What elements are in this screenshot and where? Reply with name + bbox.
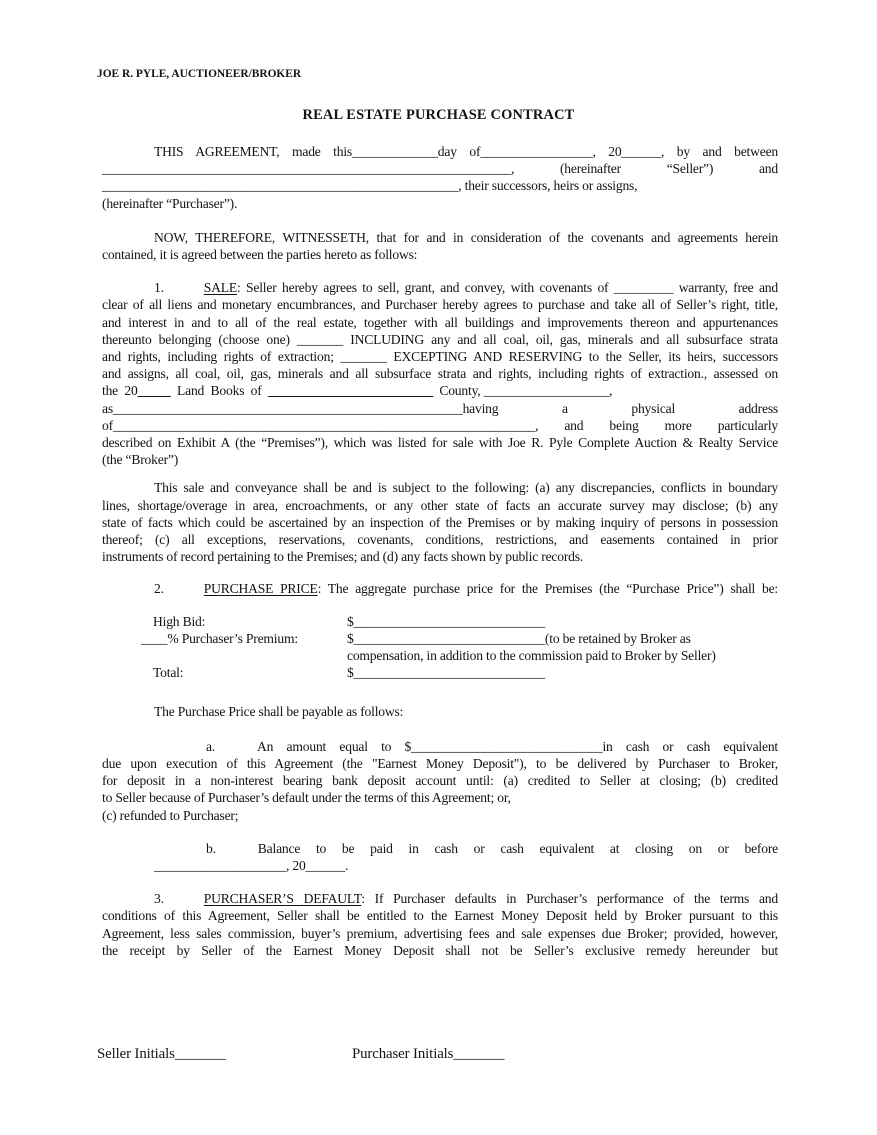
text-run: This sale and conveyance shall be and is subject to the following: (a) any discrepancies, conflicts in boundary	[154, 480, 778, 496]
text-run: THIS AGREEMENT, made this	[154, 144, 353, 159]
text-run: $	[347, 665, 354, 681]
price-row-label	[141, 664, 347, 681]
tab-spacer	[102, 291, 154, 292]
price-row-label	[141, 613, 347, 630]
text-line	[102, 942, 778, 959]
text-line	[102, 365, 778, 382]
text-run: lines, shortage/overage in area, encroachments, or any other state of facts an accurate survey may disclose; (b) any	[102, 497, 778, 513]
text-line	[102, 434, 778, 451]
seller-initials-label: Seller Initials	[97, 1046, 175, 1062]
text-run: the receipt by Seller of the Earnest Money Deposit shall not be Seller’s exclusive remedy hereunder but	[102, 942, 778, 958]
text-line	[102, 314, 778, 331]
section-heading-text: SALE	[203, 280, 237, 296]
text-run: , 20	[592, 144, 622, 159]
blank-field: _____	[137, 383, 171, 399]
text-run: $	[347, 630, 354, 646]
text-run: : Seller hereby agrees to sell, grant, and convey, with covenants of	[236, 280, 614, 296]
text-run: , (hereinafter “Seller”) and	[511, 161, 778, 177]
section-2-purchase-price-heading	[102, 580, 778, 597]
blank-field: _______	[296, 331, 344, 347]
price-row-value	[347, 664, 778, 681]
section-a-earnest-money-deposit	[102, 738, 778, 824]
text-line	[102, 580, 778, 597]
section-heading-text: PURCHASE PRICE	[203, 581, 318, 597]
price-label-text: % Purchaser’s Premium:	[167, 630, 298, 646]
price-label-text: Total:	[153, 665, 184, 681]
blank-field: ____	[141, 630, 168, 646]
text-run: having a physical address	[462, 400, 778, 416]
text-line	[347, 613, 778, 630]
text-line	[102, 382, 778, 399]
text-line	[102, 703, 778, 720]
section-3-purchasers-default	[102, 890, 778, 959]
blank-field: _____________________________	[411, 738, 603, 754]
price-row-value	[347, 613, 778, 630]
text-line	[102, 348, 778, 365]
price-row	[141, 664, 778, 681]
price-row	[141, 613, 778, 630]
text-line	[102, 279, 778, 296]
text-line	[102, 400, 778, 417]
text-run: in cash or cash equivalent	[602, 738, 778, 754]
text-line	[102, 772, 778, 789]
blank-field: ____________________	[154, 857, 286, 873]
text-line	[347, 630, 778, 647]
price-label-text: High Bid:	[153, 613, 206, 629]
text-line	[102, 890, 778, 907]
text-line	[102, 738, 778, 755]
footer-purchaser-initials	[352, 1046, 504, 1063]
text-run: (the “Broker”)	[102, 452, 179, 468]
text-line	[102, 857, 778, 874]
blank-field: _____________________________	[353, 613, 545, 629]
blank-field: _________	[613, 280, 674, 296]
blank-field: ______	[305, 857, 346, 873]
text-run: (c) refunded to Purchaser;	[102, 807, 239, 823]
text-run: due upon execution of this Agreement (the "Earnest Money Deposit"), to be delivered by Purchaser to Broker,	[102, 755, 778, 771]
text-run: Agreement, less sales commission, buyer’s premium, advertising fees and sale expenses due Broker; provided, however,	[102, 925, 778, 941]
text-run: contained, it is agreed between the parties hereto as follows:	[102, 247, 418, 263]
text-line	[102, 177, 778, 194]
blank-field: _______	[174, 1046, 226, 1062]
text-run: NOW, THEREFORE, WITNESSETH, that for and in consideration of the covenants and agreements herein	[154, 229, 778, 245]
tab-spacer	[102, 852, 206, 853]
blank-field: _____________	[352, 144, 438, 159]
purchase-price-table	[141, 613, 778, 682]
tab-spacer	[102, 715, 154, 716]
text-run: and rights, including rights of extraction;	[102, 349, 341, 365]
blank-field: _________________	[480, 144, 593, 159]
text-run: (hereinafter “Purchaser”).	[102, 195, 238, 211]
text-run: Balance to be paid in cash or cash equivalent at closing on or before	[257, 840, 778, 856]
text-line	[102, 755, 778, 772]
text-run: of	[102, 417, 113, 433]
blank-field: ___________________	[483, 383, 610, 399]
text-line	[102, 531, 778, 548]
text-run: the 20	[102, 383, 138, 399]
broker-letterhead: JOE R. PYLE, AUCTIONEER/BROKER	[97, 68, 302, 80]
tab-spacer	[215, 750, 257, 751]
tab-spacer	[164, 291, 204, 292]
text-line	[102, 925, 778, 942]
paragraph-witnesseth	[102, 229, 778, 263]
price-row-value	[347, 630, 778, 664]
purchaser-initials-label: Purchaser Initials	[352, 1046, 454, 1062]
text-line	[102, 417, 778, 434]
text-line	[102, 807, 778, 824]
text-line	[102, 497, 778, 514]
text-run: b.	[206, 840, 216, 856]
text-run: : If Purchaser defaults in Purchaser’s performance of the terms and	[361, 891, 778, 907]
text-run: , 20	[285, 857, 306, 873]
text-run: An amount equal to $	[257, 738, 412, 754]
text-run: described on Exhibit A (the “Premises”), which was listed for sale with Joe R. Pyle Complete Auction & Realty Service	[102, 435, 778, 451]
blank-field: _____________________________	[353, 665, 545, 681]
blank-field: ______________________________________________________	[102, 178, 459, 194]
text-run: conditions of this Agreement, Seller shall be entitled to the Earnest Money Deposit held by Broker pursuant to this	[102, 908, 778, 924]
text-run: and assigns, all coal, oil, gas, minerals and all subsurface strata and rights, including rights of extraction., assessed on	[102, 366, 778, 382]
contract-body	[102, 143, 778, 959]
text-run: , and being more particularly	[535, 417, 778, 433]
text-run: compensation, in addition to the commission paid to Broker by Seller)	[347, 648, 716, 664]
blank-field: _______	[453, 1046, 505, 1062]
text-run: Land Books of	[170, 383, 268, 399]
blank-field: ______	[621, 144, 662, 159]
text-line	[102, 840, 778, 857]
section-b-balance-at-closing	[102, 840, 778, 874]
text-run: to Seller because of Purchaser’s default under the terms of this Agreement; or,	[102, 790, 511, 806]
text-run: instruments of record pertaining to the Premises; and (d) any facts shown by public records.	[102, 549, 584, 565]
text-run: 3.	[154, 891, 164, 907]
paragraph-sale-subject-to	[102, 479, 778, 565]
text-run: INCLUDING any and all coal, oil, gas, minerals and all subsurface strata	[343, 331, 778, 347]
blank-field: _________________________	[268, 383, 433, 399]
tab-spacer	[164, 592, 204, 593]
text-run: County,	[432, 383, 484, 399]
text-run: , by and between	[661, 144, 778, 159]
text-run: for deposit in a non-interest bearing bank deposit account until: (a) credited to Seller at closing; (b) credited	[102, 773, 778, 789]
text-run: : The aggregate purchase price for the Premises (the “Purchase Price”) shall be:	[317, 581, 778, 597]
text-line	[347, 647, 778, 664]
tab-spacer	[102, 869, 154, 870]
text-run: a.	[206, 738, 216, 754]
text-run: state of facts which could be ascertained by an inspection of the Premises or by making inquiry of persons in possession	[102, 514, 778, 530]
text-run: 2.	[154, 581, 164, 597]
blank-field: ________________________________________________________________	[112, 417, 536, 433]
text-run: , their successors, heirs or assigns,	[458, 178, 638, 194]
text-run: and interest in and to all of the real estate, together with all buildings and improvements thereon and appurtenances	[102, 314, 778, 330]
blank-field: ______________________________________________________________	[102, 161, 512, 177]
text-line	[102, 907, 778, 924]
text-run: ,	[609, 383, 613, 399]
text-run: warranty, free and	[673, 280, 779, 296]
tab-spacer	[216, 852, 258, 853]
price-row-label	[141, 630, 347, 664]
text-line	[102, 229, 778, 246]
text-line	[102, 479, 778, 496]
text-line	[102, 143, 778, 160]
text-run: EXCEPTING AND RESERVING to the Seller, its heirs, successors	[386, 349, 778, 365]
document-title: REAL ESTATE PURCHASE CONTRACT	[302, 107, 575, 123]
text-run: .	[345, 857, 349, 873]
tab-spacer	[102, 155, 154, 156]
text-line	[102, 160, 778, 177]
text-line	[102, 331, 778, 348]
text-line	[102, 548, 778, 565]
blank-field: _______	[340, 349, 387, 365]
tab-spacer	[102, 491, 154, 492]
text-run: thereof; (c) all exceptions, reservations, covenants, conditions, restrictions, and easements contained in prior	[102, 532, 778, 548]
price-row	[141, 630, 778, 664]
tab-spacer	[164, 902, 204, 903]
tab-spacer	[102, 750, 206, 751]
text-run: (to be retained by Broker as	[544, 630, 691, 646]
paragraph-agreement-parties	[102, 143, 778, 212]
text-run: clear of all liens and monetary encumbrances, and Purchaser hereby agrees to purchase and take all of Seller’s right, title,	[102, 297, 778, 313]
text-line	[102, 514, 778, 531]
blank-field: _____________________________________________________	[112, 400, 463, 416]
paragraph-payable-as-follows	[102, 703, 778, 720]
text-line	[102, 195, 778, 212]
tab-spacer	[102, 241, 154, 242]
text-run: thereunto belonging (choose one)	[102, 331, 297, 347]
section-heading-text: PURCHASER’S DEFAULT	[203, 891, 362, 907]
text-run: as	[102, 400, 113, 416]
text-run: 1.	[154, 280, 164, 296]
text-line	[102, 789, 778, 806]
footer-seller-initials	[97, 1046, 226, 1063]
text-run: day of	[437, 144, 481, 159]
tab-spacer	[102, 902, 154, 903]
text-line	[102, 451, 778, 468]
text-line	[102, 246, 778, 263]
tab-spacer	[102, 592, 154, 593]
blank-field: _____________________________	[353, 630, 545, 646]
text-run: The Purchase Price shall be payable as follows:	[154, 704, 404, 720]
section-1-sale	[102, 279, 778, 468]
text-run: $	[347, 613, 354, 629]
text-line	[347, 664, 778, 681]
text-line	[102, 296, 778, 313]
